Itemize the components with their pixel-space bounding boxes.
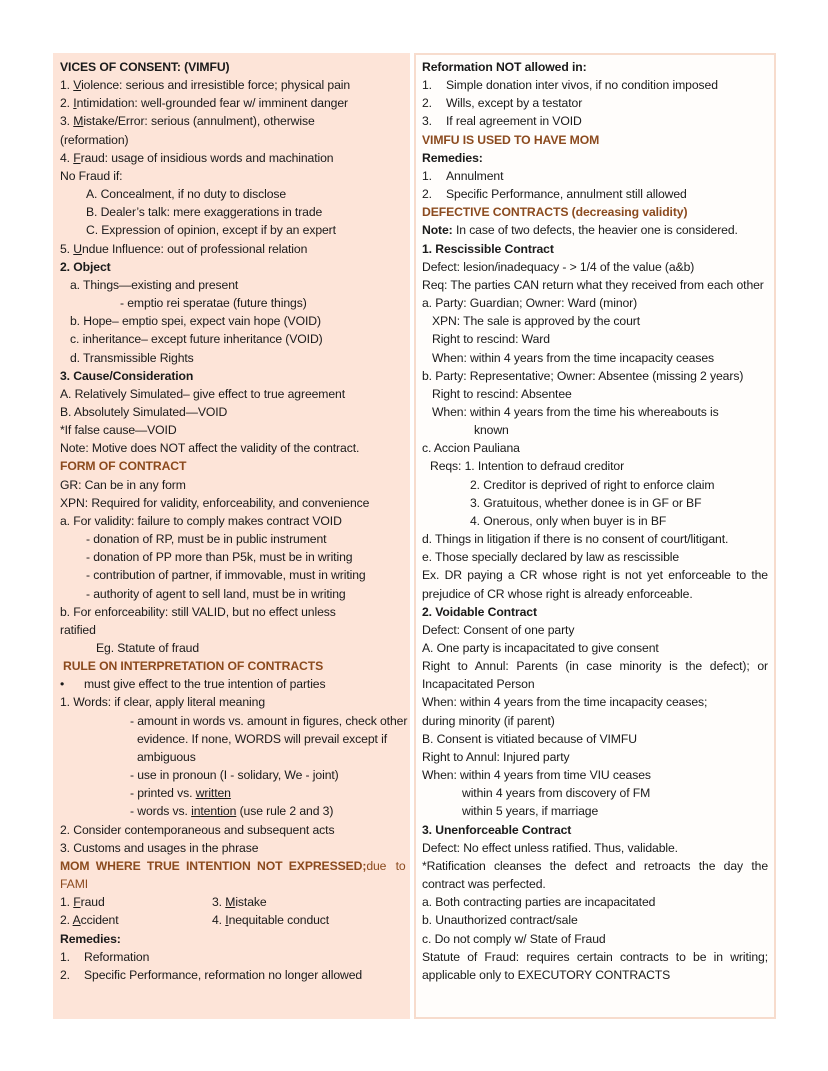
vice-item-cont: (reformation) bbox=[60, 132, 129, 147]
fami-row: 2. Accident 4. Inequitable conduct bbox=[60, 913, 330, 928]
voidable-detail: When: within 4 years from time VIU ceases bbox=[422, 768, 651, 783]
rescissible-detail: Right to rescind: Ward bbox=[432, 332, 550, 347]
rescissible-defect: Defect: lesion/inadequacy - > 1/4 of the value (a&b) bbox=[422, 259, 695, 274]
reformation-not-item: 2. Wills, except by a testator bbox=[422, 96, 583, 111]
rescissible-example: Ex. DR paying a CR whose right is not yet enforceable to the prejudice of CR whose right is already enforceable. bbox=[422, 568, 768, 601]
unenforceable-item: c. Do not comply w/ State of Fraud bbox=[422, 931, 606, 946]
vice-item: 5. Undue Influence: out of professional relation bbox=[60, 241, 308, 256]
unenforceable-item: b. Unauthorized contract/sale bbox=[422, 913, 578, 928]
object-title: 2. Object bbox=[60, 259, 111, 274]
rescissible-req: Req: The parties CAN return what they received from each other bbox=[422, 277, 764, 292]
rescissible-detail: XPN: The sale is approved by the court bbox=[432, 314, 641, 329]
form-enforceability-cont: ratified bbox=[60, 622, 96, 637]
rescissible-detail: When: within 4 years from the time incapacity ceases bbox=[432, 350, 715, 365]
rescissible-title: 1. Rescissible Contract bbox=[422, 241, 554, 256]
unenforceable-defect: Defect: No effect unless ratified. Thus, validable. bbox=[422, 840, 678, 855]
pauliana-req: 3. Gratuitous, whether donee is in GF or BF bbox=[470, 495, 702, 510]
rescissible-item: a. Party: Guardian; Owner: Ward (minor) bbox=[422, 296, 638, 311]
no-fraud-item: A. Concealment, if no duty to disclose bbox=[86, 187, 287, 202]
cause-item: B. Absolutely Simulated—VOID bbox=[60, 404, 228, 419]
form-validity-item: - authority of agent to sell land, must be in writing bbox=[86, 586, 346, 601]
vimfu-title: VIMFU IS USED TO HAVE MOM bbox=[422, 132, 600, 147]
interp-rule: 2. Consider contemporaneous and subsequent acts bbox=[60, 822, 335, 837]
pauliana-req: 4. Onerous, only when buyer is in BF bbox=[470, 513, 667, 528]
cause-item: A. Relatively Simulated– give effect to true agreement bbox=[60, 386, 345, 401]
interp-subitem: - amount in words vs. amount in figures, check other bbox=[130, 713, 408, 728]
voidable-item: B. Consent is vitiated because of VIMFU bbox=[422, 731, 637, 746]
voidable-detail: within 5 years, if marriage bbox=[462, 804, 599, 819]
defective-note: Note: In case of two defects, the heavier one is considered. bbox=[422, 223, 738, 238]
remedies-title: Remedies: bbox=[60, 931, 121, 946]
rescissible-detail-cont: known bbox=[474, 423, 509, 438]
interp-subitem: - printed vs. written bbox=[130, 786, 231, 801]
form-example: Eg. Statute of fraud bbox=[96, 641, 200, 655]
rescissible-item: b. Party: Representative; Owner: Absentee (missing 2 years) bbox=[422, 368, 744, 383]
rescissible-item: d. Things in litigation if there is no consent of court/litigant. bbox=[422, 532, 729, 547]
fami-row: 1. Fraud 3. Mistake bbox=[60, 895, 267, 910]
vice-item: 3. Mistake/Error: serious (annulment), otherwise bbox=[60, 114, 315, 129]
form-validity-item: - donation of PP more than P5k, must be in writing bbox=[86, 550, 353, 565]
voidable-defect: Defect: Consent of one party bbox=[422, 622, 575, 637]
reformation-not-item: 1. Simple donation inter vivos, if no condition imposed bbox=[422, 78, 718, 93]
pauliana-req: 2. Creditor is deprived of right to enforce claim bbox=[470, 477, 715, 492]
remedy-item: 2. Specific Performance, reformation no longer allowed bbox=[60, 967, 363, 982]
rescissible-item: e. Those specially declared by law as rescissible bbox=[422, 550, 680, 565]
object-item: c. inheritance– except future inheritance (VOID) bbox=[70, 332, 323, 347]
cause-note: Note: Motive does NOT affect the validity of the contract. bbox=[60, 441, 360, 456]
vice-item: 4. Fraud: usage of insidious words and machination bbox=[60, 150, 334, 165]
voidable-detail: Right to Annul: Injured party bbox=[422, 749, 570, 764]
interp-subitem: - words vs. intention (use rule 2 and 3) bbox=[130, 804, 334, 819]
cause-title: 3. Cause/Consideration bbox=[60, 368, 194, 383]
voidable-detail: Right to Annul: Parents (in case minority is the defect); or Incapacitated Person bbox=[422, 659, 768, 692]
form-validity-item: - contribution of partner, if immovable, must in writing bbox=[86, 568, 366, 583]
voidable-item: A. One party is incapacitated to give consent bbox=[422, 641, 659, 655]
object-item: a. Things—existing and present bbox=[70, 277, 239, 292]
remedy-item: 2. Specific Performance, annulment still allowed bbox=[422, 187, 687, 202]
object-item: b. Hope– emptio spei, expect vain hope (VOID) bbox=[70, 314, 321, 329]
remedies-title: Remedies: bbox=[422, 150, 483, 165]
unenforceable-ratification: *Ratification cleanses the defect and retroacts the day the contract was perfected. bbox=[422, 858, 768, 892]
voidable-detail: during minority (if parent) bbox=[422, 713, 555, 728]
form-title: FORM OF CONTRACT bbox=[60, 459, 187, 474]
voidable-detail: When: within 4 years from the time incapacity ceases; bbox=[422, 695, 708, 710]
pauliana-req: Reqs: 1. Intention to defraud creditor bbox=[430, 459, 625, 474]
mom-fami: FAMI bbox=[60, 877, 89, 892]
reformation-not-title: Reformation NOT allowed in: bbox=[422, 60, 587, 74]
no-fraud-title: No Fraud if: bbox=[60, 168, 123, 183]
voidable-title: 2. Voidable Contract bbox=[422, 604, 537, 619]
interp-subitem-cont: ambiguous bbox=[137, 749, 196, 764]
no-fraud-item: B. Dealer’s talk: mere exaggerations in trade bbox=[86, 205, 323, 220]
rescissible-item: c. Accion Pauliana bbox=[422, 441, 520, 456]
cause-item: *If false cause—VOID bbox=[60, 423, 177, 438]
form-validity: a. For validity: failure to comply makes contract VOID bbox=[60, 513, 342, 528]
remedy-item: 1. Annulment bbox=[422, 168, 504, 183]
form-validity-item: - donation of RP, must be in public instrument bbox=[86, 532, 327, 547]
unenforceable-title: 3. Unenforceable Contract bbox=[422, 822, 572, 837]
right-column bbox=[414, 53, 776, 1019]
interp-subitem: - use in pronoun (I - solidary, We - joint) bbox=[130, 768, 339, 783]
voidable-detail: within 4 years from discovery of FM bbox=[462, 786, 651, 801]
object-item: d. Transmissible Rights bbox=[70, 350, 194, 365]
object-subitem: - emptio rei speratae (future things) bbox=[120, 296, 307, 311]
form-enforceability: b. For enforceability: still VALID, but no effect unless bbox=[60, 604, 336, 619]
left-column bbox=[53, 53, 410, 1019]
vices-title: VICES OF CONSENT: (VIMFU) bbox=[60, 60, 230, 74]
reformation-not-item: 3. If real agreement in VOID bbox=[422, 114, 582, 129]
interp-rule: 3. Customs and usages in the phrase bbox=[60, 840, 259, 855]
mom-title: MOM WHERE TRUE INTENTION NOT EXPRESSED; due to bbox=[60, 858, 406, 873]
interp-subitem-cont: evidence. If none, WORDS will prevail except if bbox=[137, 731, 387, 746]
defective-title: DEFECTIVE CONTRACTS (decreasing validity) bbox=[422, 205, 688, 220]
form-gr: GR: Can be in any form bbox=[60, 477, 186, 492]
form-xpn: XPN: Required for validity, enforceability, and convenience bbox=[60, 495, 370, 510]
bullet-icon: • bbox=[60, 677, 65, 692]
unenforceable-item: a. Both contracting parties are incapacitated bbox=[422, 895, 656, 910]
interp-title: RULE ON INTERPRETATION OF CONTRACTS bbox=[63, 659, 324, 674]
statute-of-fraud: Statute of Fraud: requires certain contracts to be in writing; applicable only to EXECUTORY CONTRACTS bbox=[422, 949, 768, 982]
no-fraud-item: C. Expression of opinion, except if by an expert bbox=[86, 223, 336, 238]
rescissible-detail: When: within 4 years from the time his whereabouts is bbox=[432, 404, 719, 419]
interp-rule: 1. Words: if clear, apply literal meaning bbox=[60, 695, 265, 710]
vice-item: 1. Violence: serious and irresistible force; physical pain bbox=[60, 78, 351, 93]
rescissible-detail: Right to rescind: Absentee bbox=[432, 386, 572, 401]
vice-item: 2. Intimidation: well-grounded fear w/ imminent danger bbox=[60, 96, 348, 111]
remedy-item: 1. Reformation bbox=[60, 949, 150, 964]
interp-bullet: • must give effect to the true intention of parties bbox=[60, 675, 404, 693]
